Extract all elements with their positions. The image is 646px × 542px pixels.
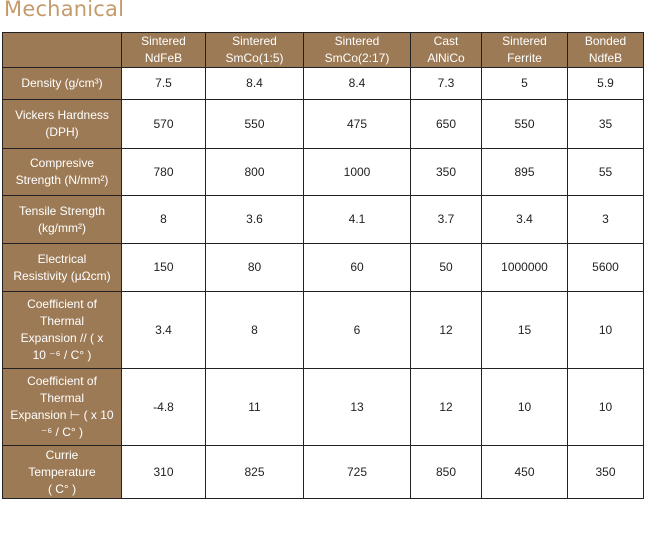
table-cell: 850: [411, 446, 482, 499]
table-header-row: [3, 33, 644, 68]
table-cell: 80: [206, 244, 304, 292]
table-cell: 3.4: [122, 292, 206, 369]
table-cell: 8.4: [206, 68, 304, 100]
table-cell: 780: [122, 149, 206, 196]
page-title: Mechanical: [4, 0, 125, 21]
row-header: Density (g/cm³): [3, 68, 122, 100]
table-row: [3, 292, 644, 369]
table-cell: 3: [568, 196, 644, 244]
table-cell: 310: [122, 446, 206, 499]
table-row: [3, 149, 644, 196]
table-cell: 550: [482, 100, 568, 149]
table-cell: 5.9: [568, 68, 644, 100]
table-row: [3, 446, 644, 499]
table-cell: 8: [206, 292, 304, 369]
row-header: Compresive Strength (N/mm²): [3, 149, 122, 196]
table-cell: 650: [411, 100, 482, 149]
row-header: Vickers Hardness (DPH): [3, 100, 122, 149]
table-row: [3, 196, 644, 244]
row-header: Currie Temperature ( C° ): [3, 446, 122, 499]
table-cell: 800: [206, 149, 304, 196]
row-header: Tensile Strength (kg/mm²): [3, 196, 122, 244]
table-cell: 475: [304, 100, 411, 149]
table-cell: 8.4: [304, 68, 411, 100]
table-cell: 55: [568, 149, 644, 196]
table-cell: 35: [568, 100, 644, 149]
table-cell: 450: [482, 446, 568, 499]
table-cell: 3.4: [482, 196, 568, 244]
table-cell: 1000000: [482, 244, 568, 292]
table-cell: 50: [411, 244, 482, 292]
table-cell: 10: [568, 292, 644, 369]
table-cell: 3.6: [206, 196, 304, 244]
table-cell: 3.7: [411, 196, 482, 244]
table-cell: 570: [122, 100, 206, 149]
table-cell: 7.3: [411, 68, 482, 100]
table-cell: 350: [568, 446, 644, 499]
table-row: [3, 369, 644, 446]
table-row: [3, 244, 644, 292]
row-header: Electrical Resistivity (μΩcm): [3, 244, 122, 292]
table-cell: 5600: [568, 244, 644, 292]
row-header: Coefficient of Thermal Expansion ⊢ ( x 10 ⁻⁶ / C° ): [3, 369, 122, 446]
table-cell: 12: [411, 292, 482, 369]
column-header: Sintered SmCo(2:17): [304, 33, 411, 68]
table-cell: 1000: [304, 149, 411, 196]
table-cell: 7.5: [122, 68, 206, 100]
table-cell: 550: [206, 100, 304, 149]
mechanical-properties-table: [2, 32, 644, 499]
table-cell: 8: [122, 196, 206, 244]
table-cell: 725: [304, 446, 411, 499]
table-cell: 12: [411, 369, 482, 446]
column-header: Sintered Ferrite: [482, 33, 568, 68]
table-cell: 13: [304, 369, 411, 446]
table-cell: 825: [206, 446, 304, 499]
table-cell: 60: [304, 244, 411, 292]
row-header: Coefficient of Thermal Expansion // ( x 10 ⁻⁶ / C° ): [3, 292, 122, 369]
table-row: [3, 100, 644, 149]
header-corner-cell: [3, 33, 122, 68]
table-cell: 10: [568, 369, 644, 446]
table-cell: 10: [482, 369, 568, 446]
column-header: Bonded NdfeB: [568, 33, 644, 68]
table-cell: 4.1: [304, 196, 411, 244]
table-cell: 15: [482, 292, 568, 369]
column-header: Sintered NdFeB: [122, 33, 206, 68]
table-cell: -4.8: [122, 369, 206, 446]
column-header: Cast AlNiCo: [411, 33, 482, 68]
table-cell: 350: [411, 149, 482, 196]
table-cell: 6: [304, 292, 411, 369]
table-row: [3, 68, 644, 100]
table-cell: 895: [482, 149, 568, 196]
table-cell: 11: [206, 369, 304, 446]
table-cell: 150: [122, 244, 206, 292]
table-cell: 5: [482, 68, 568, 100]
column-header: Sintered SmCo(1:5): [206, 33, 304, 68]
